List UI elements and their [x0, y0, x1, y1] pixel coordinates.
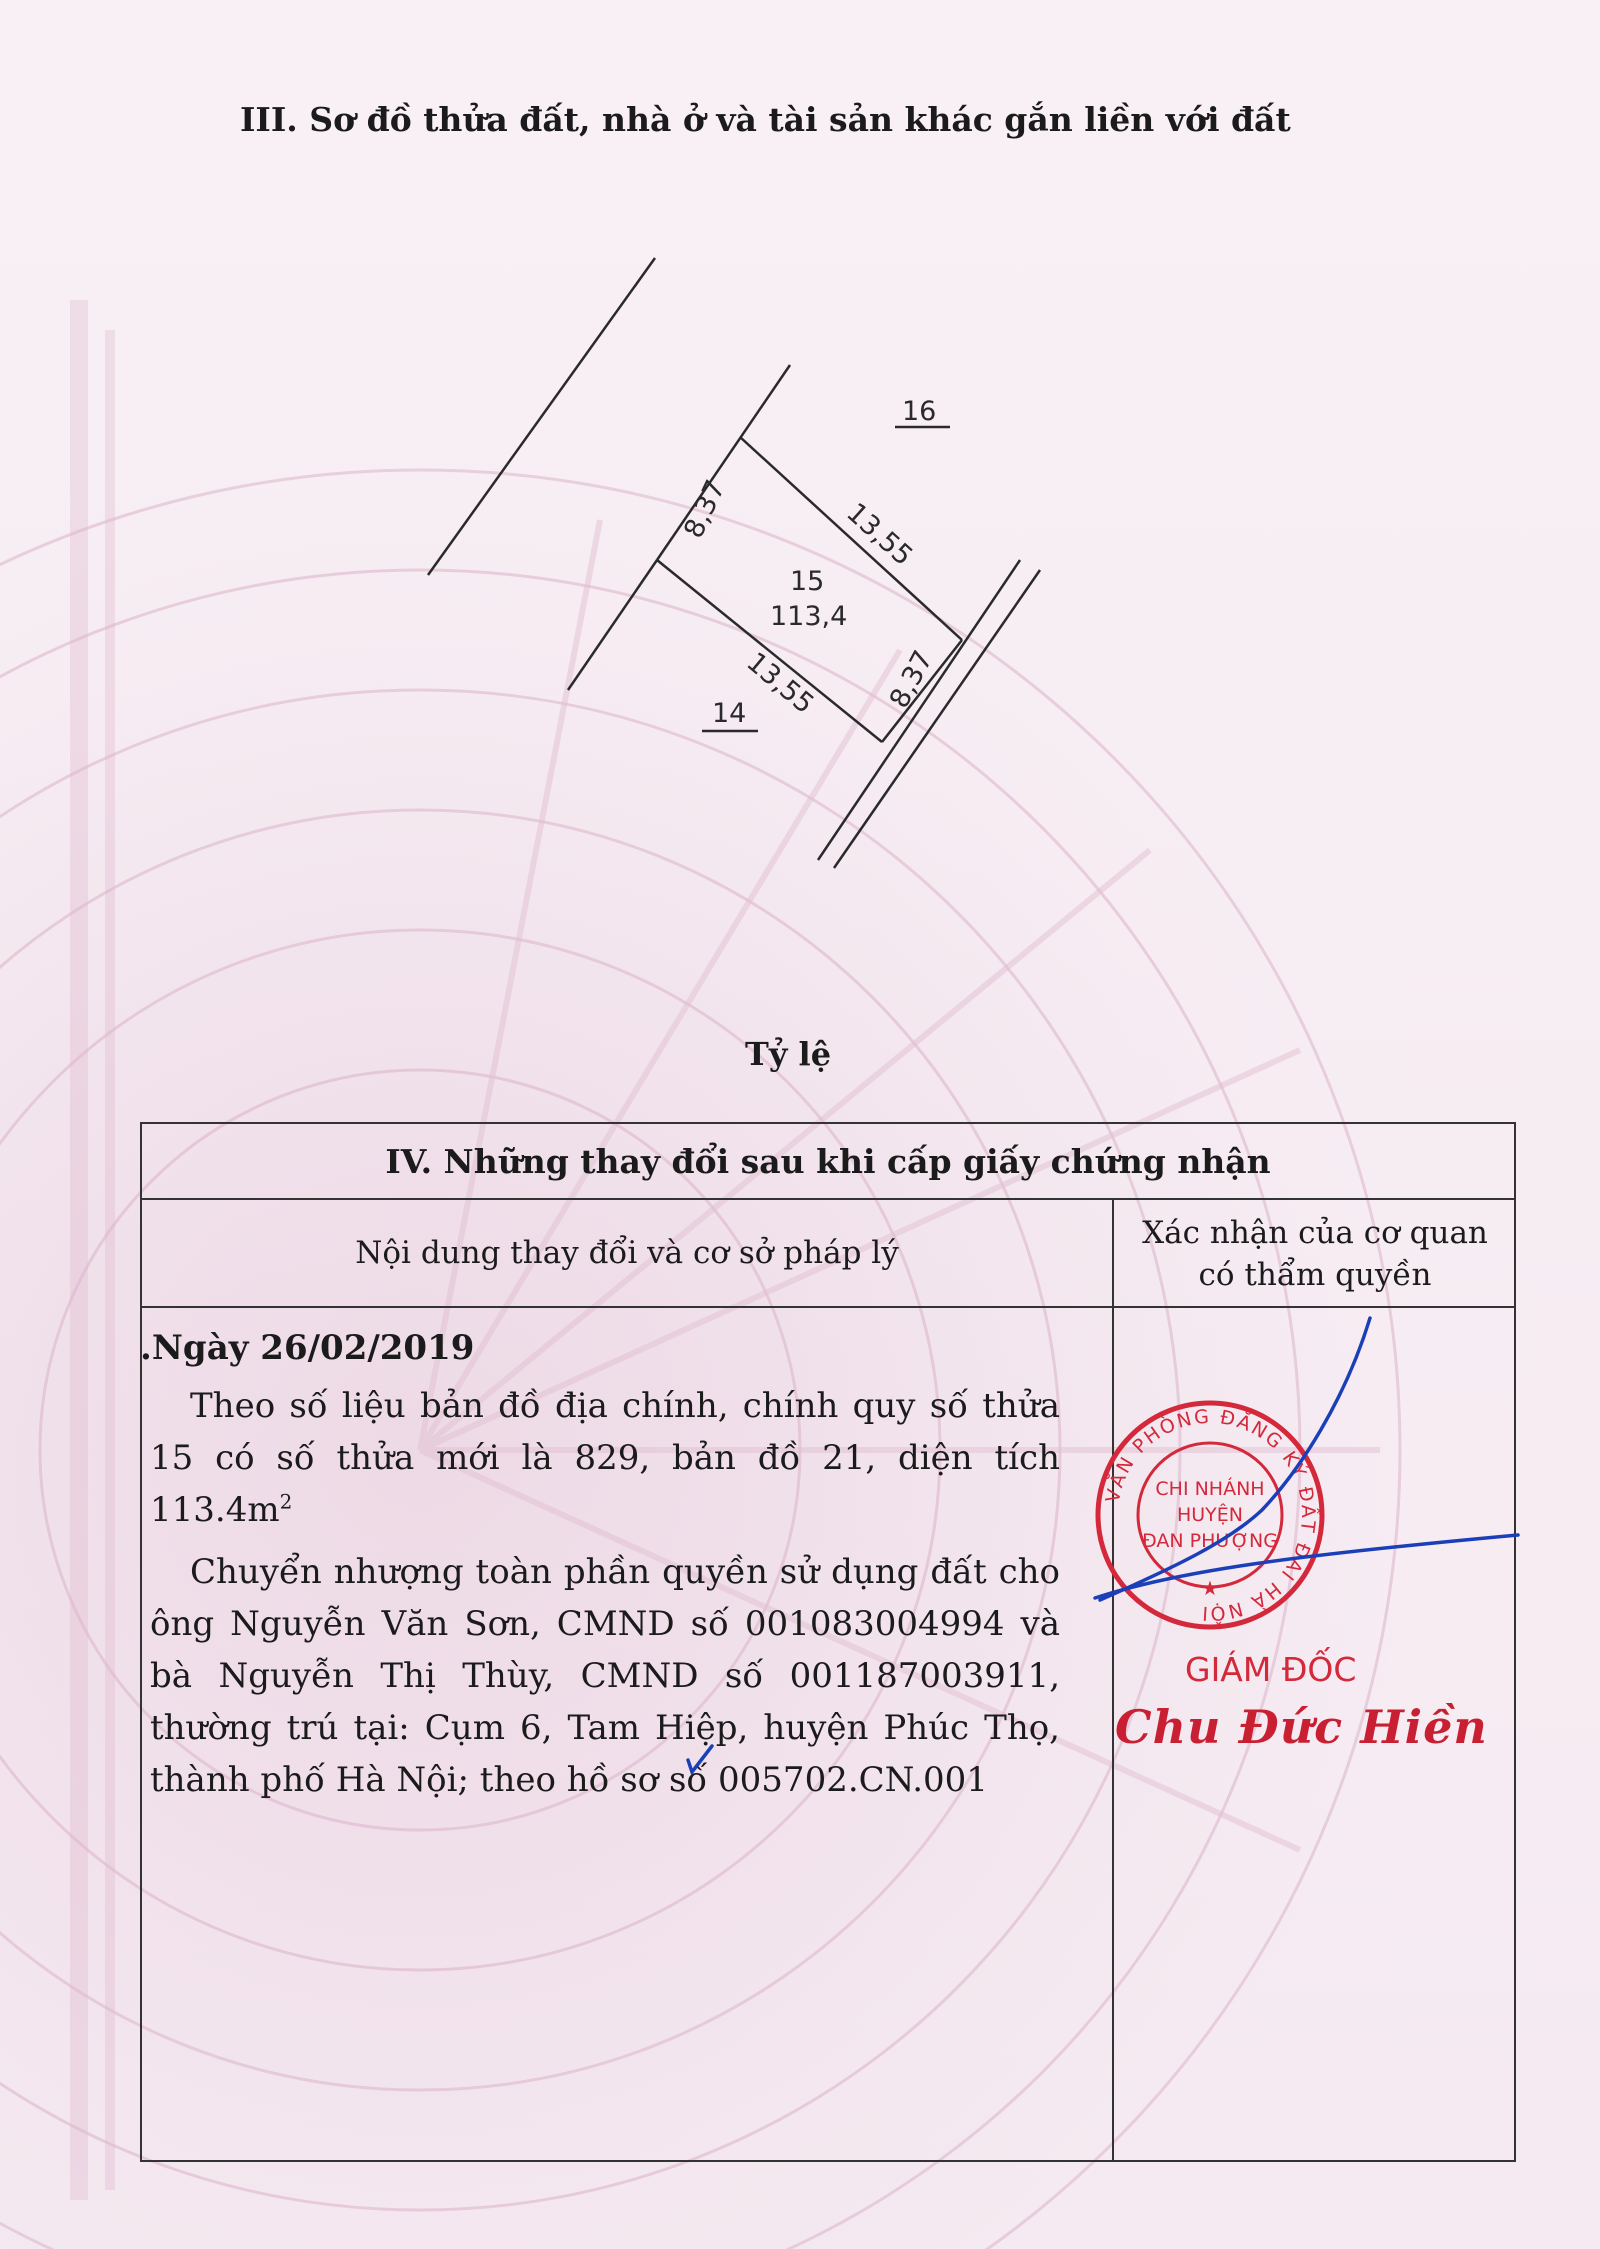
entry-paragraph-2: Chuyển nhượng toàn phần quyền sử dụng đất cho ông Nguyễn Văn Sơn, CMND số 001083004994 và bà Nguyễn Thị Thùy, CMND số 001187003911, thường trú tại: Cụm 6, Tam Hiệp, huyện Phúc Thọ, thành phố Hà Nội; theo hồ sơ số 005702.CN.001 [150, 1552, 1060, 1800]
parcel-area-label: 113,4 [770, 601, 848, 632]
entry-paragraph-1-text: Theo số liệu bản đồ địa chính, chính quy số thửa 15 có số thửa mới là 829, bản đồ 21, diện tích 113.4m [150, 1386, 1060, 1530]
dim-left-label: 8,37 [678, 475, 732, 543]
seal-line-1: CHI NHÁNH [1155, 1478, 1265, 1500]
dim-top-label: 13,55 [840, 497, 919, 572]
section-iv-title: IV. Những thay đổi sau khi cấp giấy chứng nhận [142, 1124, 1514, 1200]
dim-right-label: 8,37 [883, 645, 940, 714]
signature-stroke-2 [1095, 1535, 1518, 1598]
neighbor-16-label: 16 [902, 396, 937, 427]
seal-star-icon: ★ [1201, 1576, 1219, 1600]
scale-label: Tỷ lệ [745, 1035, 832, 1073]
signer-title: GIÁM ĐỐC [1185, 1650, 1357, 1689]
col-right-header-line1: Xác nhận của cơ quan [1142, 1215, 1488, 1251]
entry-date: .Ngày 26/02/2019 [140, 1328, 475, 1368]
parcel-number-label: 15 [790, 566, 825, 597]
seal-line-3: ĐAN PHƯỢNG [1142, 1530, 1278, 1552]
neighbor-14-label: 14 [712, 698, 747, 729]
area-unit-superscript: 2 [279, 1489, 293, 1514]
dim-bottom-label: 13,55 [740, 646, 820, 721]
section-iii-title: III. Sơ đồ thửa đất, nhà ở và tài sản khác gắn liền với đất [240, 100, 1291, 139]
seal-line-2: HUYỆN [1176, 1504, 1244, 1526]
seal-arc-text: VĂN PHÒNG ĐĂNG KÝ ĐẤT ĐAI HÀ NỘI [1101, 1405, 1320, 1625]
signature-tick [688, 1746, 712, 1772]
signature-stroke-1 [1100, 1318, 1370, 1600]
col-left-header: Nội dung thay đổi và cơ sở pháp lý [355, 1235, 899, 1271]
signer-name: Chu Đức Hiền [1115, 1700, 1488, 1754]
col-right-header-line2: có thẩm quyền [1198, 1257, 1432, 1293]
